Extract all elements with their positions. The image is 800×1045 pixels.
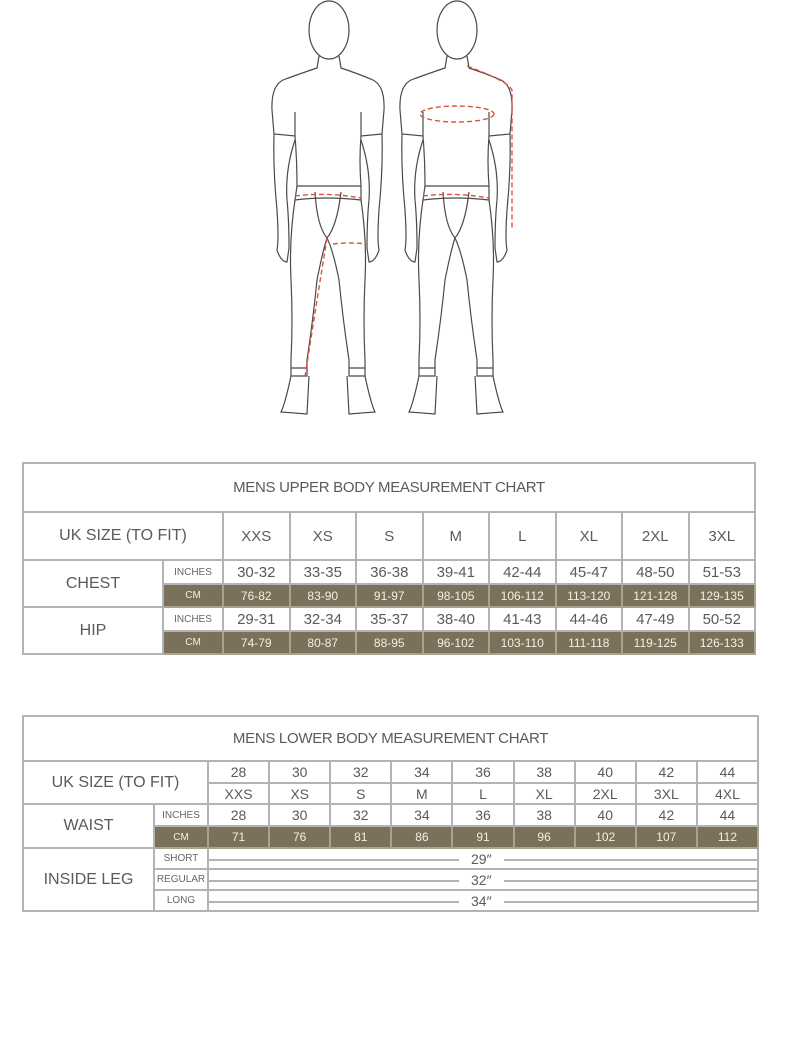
value-cell: 88-95 [356,631,423,654]
value-cell: 41-43 [489,607,556,631]
lower-chart-title: MENS LOWER BODY MEASUREMENT CHART [23,716,758,761]
value-cell: 98-105 [423,584,490,607]
value-cell: 32-34 [290,607,357,631]
value-cell: 29-31 [223,607,290,631]
waist-size-header: 32 [330,761,391,783]
leg-length-value [208,890,758,911]
waist-size-header: 34 [391,761,452,783]
value-cell: 91-97 [356,584,423,607]
measurement-guide-lines-icon [295,66,512,376]
unit-label: CM [163,631,223,654]
value-cell: 47-49 [622,607,689,631]
value-cell: 40 [575,804,636,826]
value-cell: 42-44 [489,560,556,584]
waist-size-header: 40 [575,761,636,783]
value-cell: 44 [697,804,758,826]
value-cell: 33-35 [290,560,357,584]
leg-length-value [208,848,758,869]
letter-size-header: M [391,783,452,804]
unit-label: INCHES [163,607,223,631]
waist-size-header: 44 [697,761,758,783]
value-cell: 28 [208,804,269,826]
value-cell: 48-50 [622,560,689,584]
size-label: UK SIZE (TO FIT) [23,761,208,804]
unit-label: CM [163,584,223,607]
value-cell: 102 [575,826,636,848]
table-row [23,560,755,584]
body-measurement-figure [255,0,555,420]
leg-length-label: LONG [154,890,208,911]
value-cell: 36 [452,804,513,826]
value-cell: 113-120 [556,584,623,607]
value-cell: 107 [636,826,697,848]
letter-size-header: 2XL [575,783,636,804]
waist-size-header: 36 [452,761,513,783]
value-cell: 91 [452,826,513,848]
value-cell: 38-40 [423,607,490,631]
value-cell: 106-112 [489,584,556,607]
value-cell: 74-79 [223,631,290,654]
waist-size-header: 30 [269,761,330,783]
value-cell: 111-118 [556,631,623,654]
value-cell: 81 [330,826,391,848]
value-cell: 30-32 [223,560,290,584]
row-label-hip: HIP [23,607,163,654]
letter-size-header: XL [514,783,575,804]
waist-size-header: 38 [514,761,575,783]
size-label: UK SIZE (TO FIT) [23,512,223,560]
value-cell: 71 [208,826,269,848]
value-cell: 121-128 [622,584,689,607]
letter-size-header: S [330,783,391,804]
value-cell: 129-135 [689,584,756,607]
value-cell: 119-125 [622,631,689,654]
table-row [23,848,758,869]
unit-label: CM [154,826,208,848]
leg-length-label: SHORT [154,848,208,869]
value-cell: 36-38 [356,560,423,584]
waist-size-header: 28 [208,761,269,783]
value-cell: 76 [269,826,330,848]
value-cell: 38 [514,804,575,826]
value-cell: 44-46 [556,607,623,631]
size-header: 3XL [689,512,756,560]
value-cell: 80-87 [290,631,357,654]
value-cell: 86 [391,826,452,848]
leg-value-long: 34″ [459,893,504,909]
letter-size-header: 3XL [636,783,697,804]
row-label-inside-leg: INSIDE LEG [23,848,154,911]
left-body-outline-icon [272,1,384,414]
lower-body-measurement-table [22,715,759,912]
table-row [23,804,758,826]
table-row [23,607,755,631]
right-body-outline-icon [400,1,512,414]
value-cell: 51-53 [689,560,756,584]
upper-chart-title: MENS UPPER BODY MEASUREMENT CHART [23,463,755,512]
value-cell: 112 [697,826,758,848]
size-header: L [489,512,556,560]
value-cell: 76-82 [223,584,290,607]
letter-size-header: XXS [208,783,269,804]
value-cell: 45-47 [556,560,623,584]
letter-size-header: L [452,783,513,804]
value-cell: 42 [636,804,697,826]
value-cell: 83-90 [290,584,357,607]
unit-label: INCHES [154,804,208,826]
value-cell: 39-41 [423,560,490,584]
value-cell: 103-110 [489,631,556,654]
letter-size-header: 4XL [697,783,758,804]
size-header: XXS [223,512,290,560]
size-header: M [423,512,490,560]
letter-size-header: XS [269,783,330,804]
value-cell: 32 [330,804,391,826]
leg-length-value [208,869,758,890]
unit-label: INCHES [163,560,223,584]
value-cell: 126-133 [689,631,756,654]
waist-size-header: 42 [636,761,697,783]
size-header: 2XL [622,512,689,560]
leg-value-regular: 32″ [459,872,504,888]
row-label-waist: WAIST [23,804,154,848]
value-cell: 30 [269,804,330,826]
upper-body-measurement-table [22,462,756,655]
size-header: S [356,512,423,560]
size-header: XL [556,512,623,560]
row-label-chest: CHEST [23,560,163,607]
value-cell: 96-102 [423,631,490,654]
value-cell: 35-37 [356,607,423,631]
size-header: XS [290,512,357,560]
value-cell: 34 [391,804,452,826]
value-cell: 96 [514,826,575,848]
leg-value-short: 29″ [459,851,504,867]
value-cell: 50-52 [689,607,756,631]
leg-length-label: REGULAR [154,869,208,890]
